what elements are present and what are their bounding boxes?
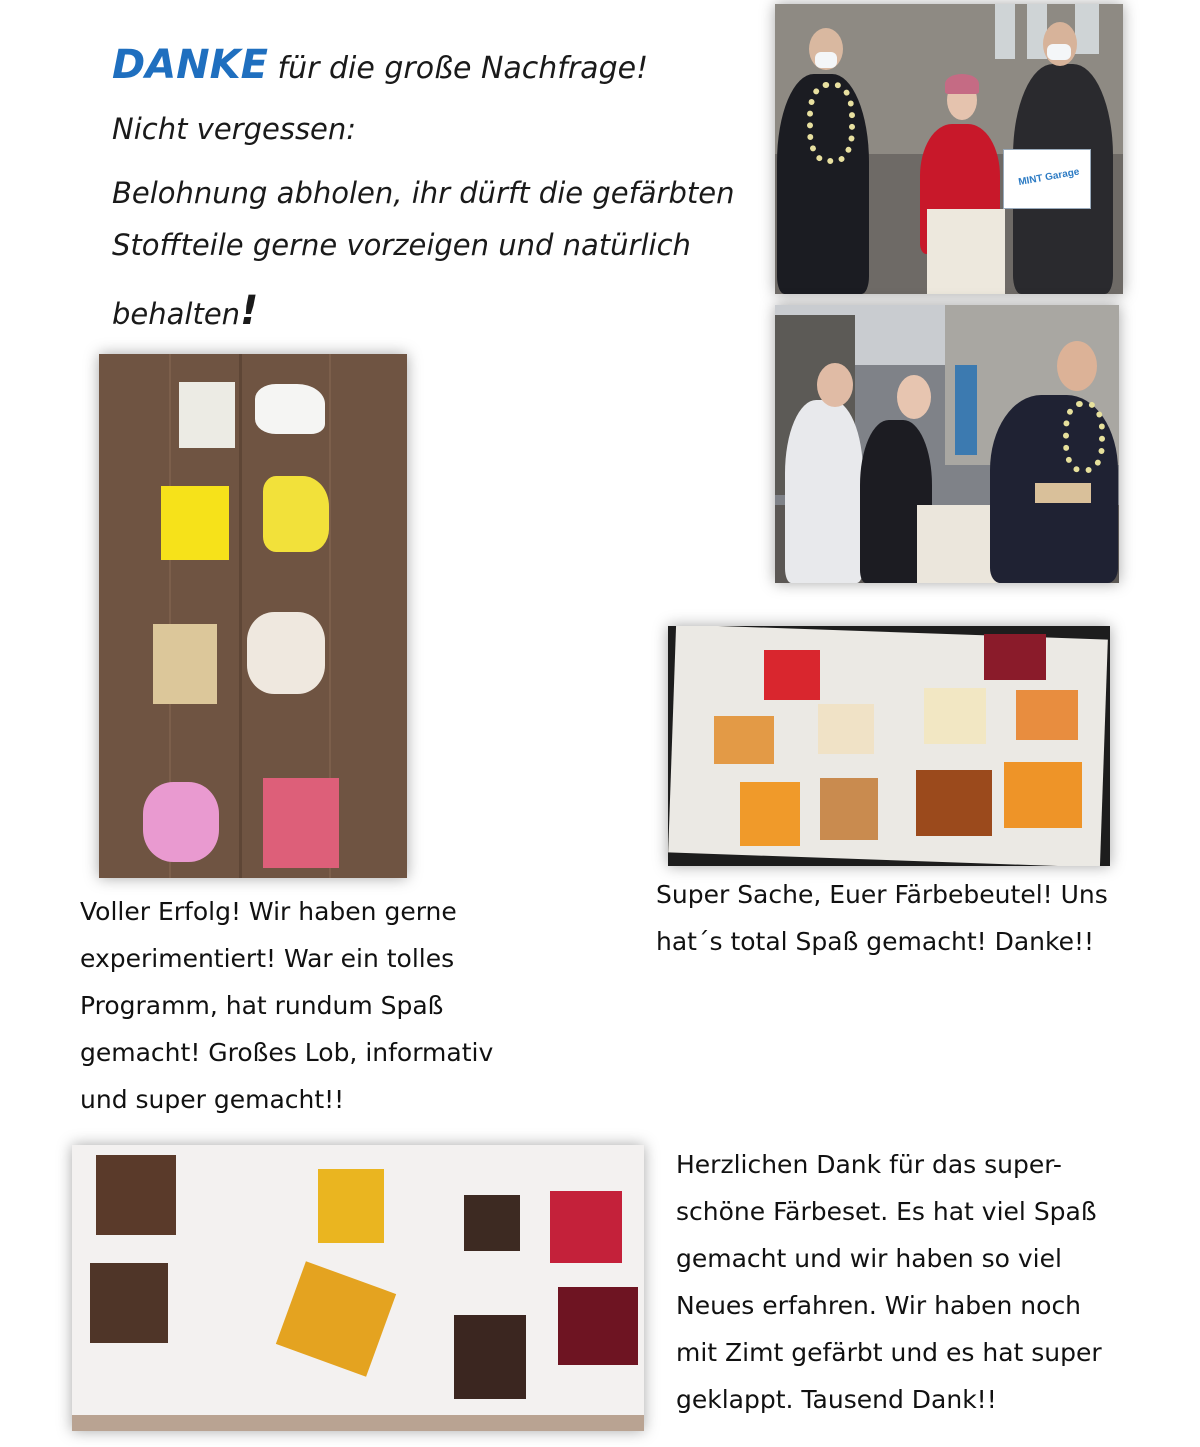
fabric-patch (318, 1169, 384, 1243)
caption-bottom (676, 1141, 1196, 1423)
caption-bottom-line: Herzlichen Dank für das super- (676, 1150, 1062, 1179)
flower-lei (807, 82, 855, 164)
caption-right-line: Super Sache, Euer Färbebeutel! Uns (656, 880, 1108, 909)
fabric-patch (916, 770, 992, 836)
fabric-patch (464, 1195, 520, 1251)
photo-fabric-samples-paper (668, 626, 1110, 866)
window (1075, 4, 1099, 54)
face-mask (815, 52, 837, 68)
head (897, 375, 931, 419)
fabric-patch (1004, 762, 1082, 828)
heading-line-2: Nicht vergessen: (112, 112, 357, 146)
heading-line-1 (112, 42, 648, 88)
fabric-patch (818, 704, 874, 754)
caption-bottom-line: Neues erfahren. Wir haben noch (676, 1291, 1082, 1320)
fabric-patch (96, 1155, 176, 1235)
fabric-patch (550, 1191, 622, 1263)
heading-line-3: Belohnung abholen, ihr dürft die gefärbten (112, 176, 735, 210)
danke-word: DANKE (112, 42, 268, 88)
fabric-patch (558, 1287, 638, 1365)
caption-right (656, 871, 1196, 965)
caption-left-line: gemacht! Großes Lob, informativ (80, 1038, 494, 1067)
wooden-stand (1035, 483, 1091, 503)
heading-line-5 (112, 288, 258, 334)
fabric-patch (820, 778, 878, 840)
heading-line-5-text: behalten (112, 297, 241, 331)
tote-bag (917, 505, 999, 583)
caption-bottom-line: schöne Färbeset. Es hat viel Spaß (676, 1197, 1097, 1226)
fabric-patch (714, 716, 774, 764)
fabric-patch (247, 612, 325, 694)
head (1057, 341, 1097, 391)
fabric-patch (276, 1261, 396, 1377)
photo-group-outdoor-1 (775, 4, 1123, 294)
table-edge (72, 1415, 644, 1431)
caption-bottom-line: gemacht und wir haben so viel (676, 1244, 1062, 1273)
caption-right-line: hat´s total Spaß gemacht! Danke!! (656, 927, 1095, 956)
fabric-patch (255, 384, 325, 434)
fabric-patch (740, 782, 800, 846)
caption-left-line: Voller Erfolg! Wir haben gerne (80, 897, 457, 926)
photo-group-outdoor-2 (775, 305, 1119, 583)
photo-fabric-samples-towel (72, 1145, 644, 1431)
fabric-patch (143, 782, 219, 862)
head (817, 363, 853, 407)
heading-line-4: Stoffteile gerne vorzeigen und natürlich (112, 228, 691, 262)
wood-grain (239, 354, 242, 878)
caption-left-line: und super gemacht!! (80, 1085, 345, 1114)
caption-left-line: experimentiert! War ein tolles (80, 944, 455, 973)
fabric-patch (161, 486, 229, 560)
fabric-patch (984, 634, 1046, 680)
fabric-patch (90, 1263, 168, 1343)
beanie (945, 74, 979, 94)
heading-exclamation: ! (240, 288, 259, 334)
fabric-patch (179, 382, 235, 448)
caption-bottom-line: mit Zimt gefärbt und es hat super (676, 1338, 1102, 1367)
fabric-patch (153, 624, 217, 704)
fabric-patch (924, 688, 986, 744)
fabric-patch (764, 650, 820, 700)
info-column (955, 365, 977, 455)
fabric-patch (1016, 690, 1078, 740)
window (995, 4, 1015, 59)
flower-lei (1063, 401, 1105, 473)
caption-left (80, 888, 550, 1123)
face-mask (1047, 44, 1071, 60)
mint-garage-sign-text: MINT Garage (1017, 166, 1081, 189)
heading-line-1-rest: für die große Nachfrage! (277, 51, 649, 86)
fabric-patch (263, 778, 339, 868)
caption-left-line: Programm, hat rundum Spaß (80, 991, 444, 1020)
fabric-patch (454, 1315, 526, 1399)
person-white-jacket (785, 400, 863, 583)
caption-bottom-line: geklappt. Tausend Dank!! (676, 1385, 997, 1414)
fabric-patch (263, 476, 329, 552)
tote-bag (927, 209, 1005, 294)
photo-fabric-samples-wood (99, 354, 407, 878)
mint-garage-sign (1003, 149, 1091, 209)
